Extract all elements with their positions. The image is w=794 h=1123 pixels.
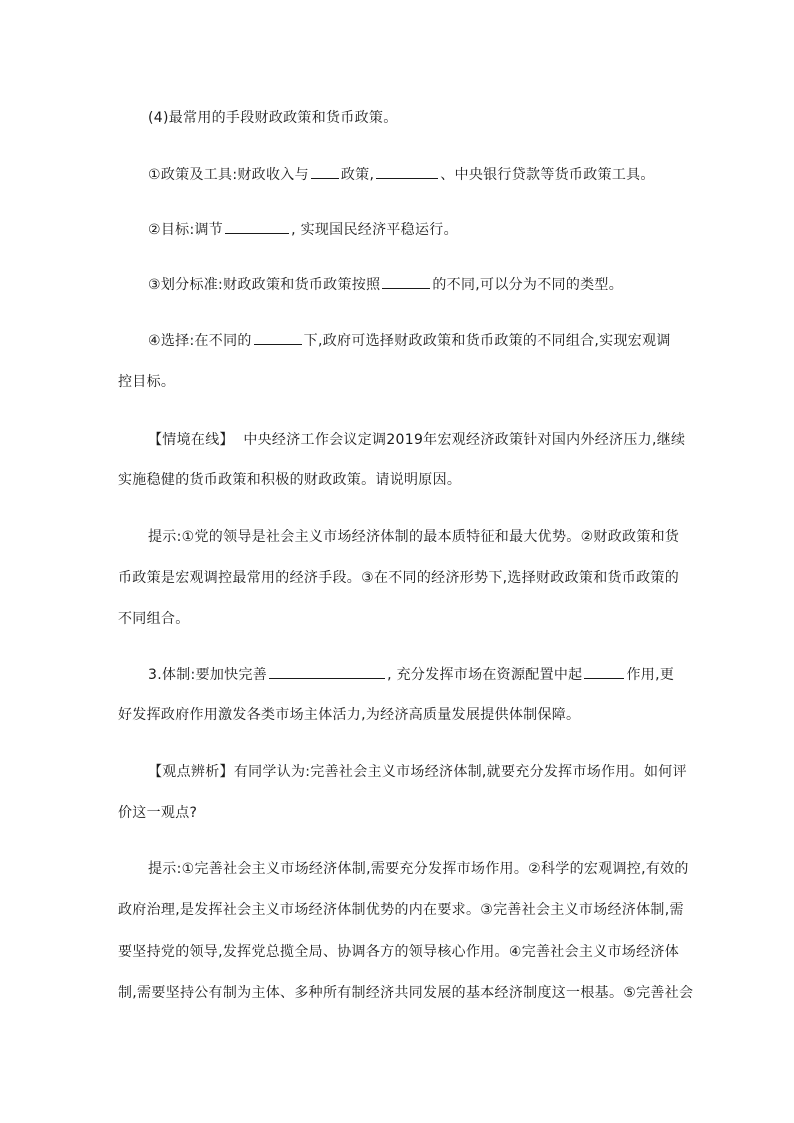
fill-blank-3[interactable] bbox=[225, 219, 289, 234]
section-4-title: (4)最常用的手段财政政策和货币政策。 bbox=[148, 110, 398, 126]
viewpoint-text-1: 有同学认为:完善社会主义市场经济体制,就要充分发挥市场作用。如何评 bbox=[233, 764, 687, 780]
viewpoint-tag: 【观点辨析】 bbox=[148, 764, 234, 780]
situation-tag: 【情境在线】 bbox=[148, 432, 234, 448]
item-4-choice bbox=[148, 330, 671, 350]
fill-blank-5[interactable] bbox=[254, 330, 302, 345]
situation-text-2: 实施稳健的货币政策和积极的财政政策。请说明原因。 bbox=[118, 472, 462, 488]
item-4-text-b: 下,政府可选择财政政策和货币政策的不同组合,实现宏观调 bbox=[303, 333, 671, 349]
viewpoint-question bbox=[148, 762, 687, 782]
viewpoint-text-2: 价这一观点? bbox=[118, 805, 198, 821]
situation-hint-1: 提示:①党的领导是社会主义市场经济体制的最本质特征和最大优势。②财政政策和货 bbox=[148, 529, 680, 545]
fill-blank-6[interactable] bbox=[269, 664, 385, 679]
viewpoint-hint-2: 政府治理,是发挥社会主义市场经济体制优势的内在要求。③完善社会主义市场经济体制,需 bbox=[118, 902, 684, 918]
fill-blank-1[interactable] bbox=[311, 164, 339, 179]
section-3-system bbox=[148, 664, 674, 684]
situation-hint-2: 币政策是宏观调控最常用的经济手段。③在不同的经济形势下,选择财政政策和货币政策的 bbox=[118, 570, 679, 586]
item-1-text-b: 政策, bbox=[340, 167, 375, 183]
fill-blank-2[interactable] bbox=[376, 164, 438, 179]
item-2-text-b: , 实现国民经济平稳运行。 bbox=[291, 222, 458, 238]
item-3-text-a: ③划分标准:财政政策和货币政策按照 bbox=[148, 277, 381, 293]
item-4-continued: 控目标。 bbox=[118, 374, 176, 390]
s3-line-2: 好发挥政府作用激发各类市场主体活力,为经济高质量发展提供体制保障。 bbox=[118, 707, 581, 723]
item-3-classification bbox=[148, 274, 623, 294]
s3-text-c: 作用,更 bbox=[626, 667, 675, 683]
item-3-text-b: 的不同,可以分为不同的类型。 bbox=[432, 277, 624, 293]
viewpoint-hint-1: 提示:①完善社会主义市场经济体制,需要充分发挥市场作用。②科学的宏观调控,有效的 bbox=[148, 861, 689, 877]
situation-question bbox=[148, 430, 685, 450]
viewpoint-hint-3: 要坚持党的领导,发挥党总揽全局、协调各方的领导核心作用。④完善社会主义市场经济体 bbox=[118, 944, 679, 960]
item-2-goal bbox=[148, 219, 458, 239]
fill-blank-7[interactable] bbox=[584, 664, 624, 679]
item-2-text-a: ②目标:调节 bbox=[148, 222, 224, 238]
s3-text-b: , 充分发挥市场在资源配置中起 bbox=[387, 667, 583, 683]
viewpoint-hint-4: 制,需要坚持公有制为主体、多种所有制经济共同发展的基本经济制度这一根基。⑤完善社会 bbox=[118, 985, 694, 1001]
fill-blank-4[interactable] bbox=[382, 274, 430, 289]
item-1-policy-tools bbox=[148, 164, 655, 184]
item-4-text-a: ④选择:在不同的 bbox=[148, 333, 252, 349]
situation-text-1: 中央经济工作会议定调2019年宏观经济政策针对国内外经济压力,继续 bbox=[243, 432, 686, 448]
situation-hint-3: 不同组合。 bbox=[118, 611, 190, 627]
s3-text-a: 3.体制:要加快完善 bbox=[148, 667, 268, 683]
item-1-text-c: 、中央银行贷款等货币政策工具。 bbox=[440, 167, 655, 183]
item-1-text-a: ①政策及工具:财政收入与 bbox=[148, 167, 309, 183]
